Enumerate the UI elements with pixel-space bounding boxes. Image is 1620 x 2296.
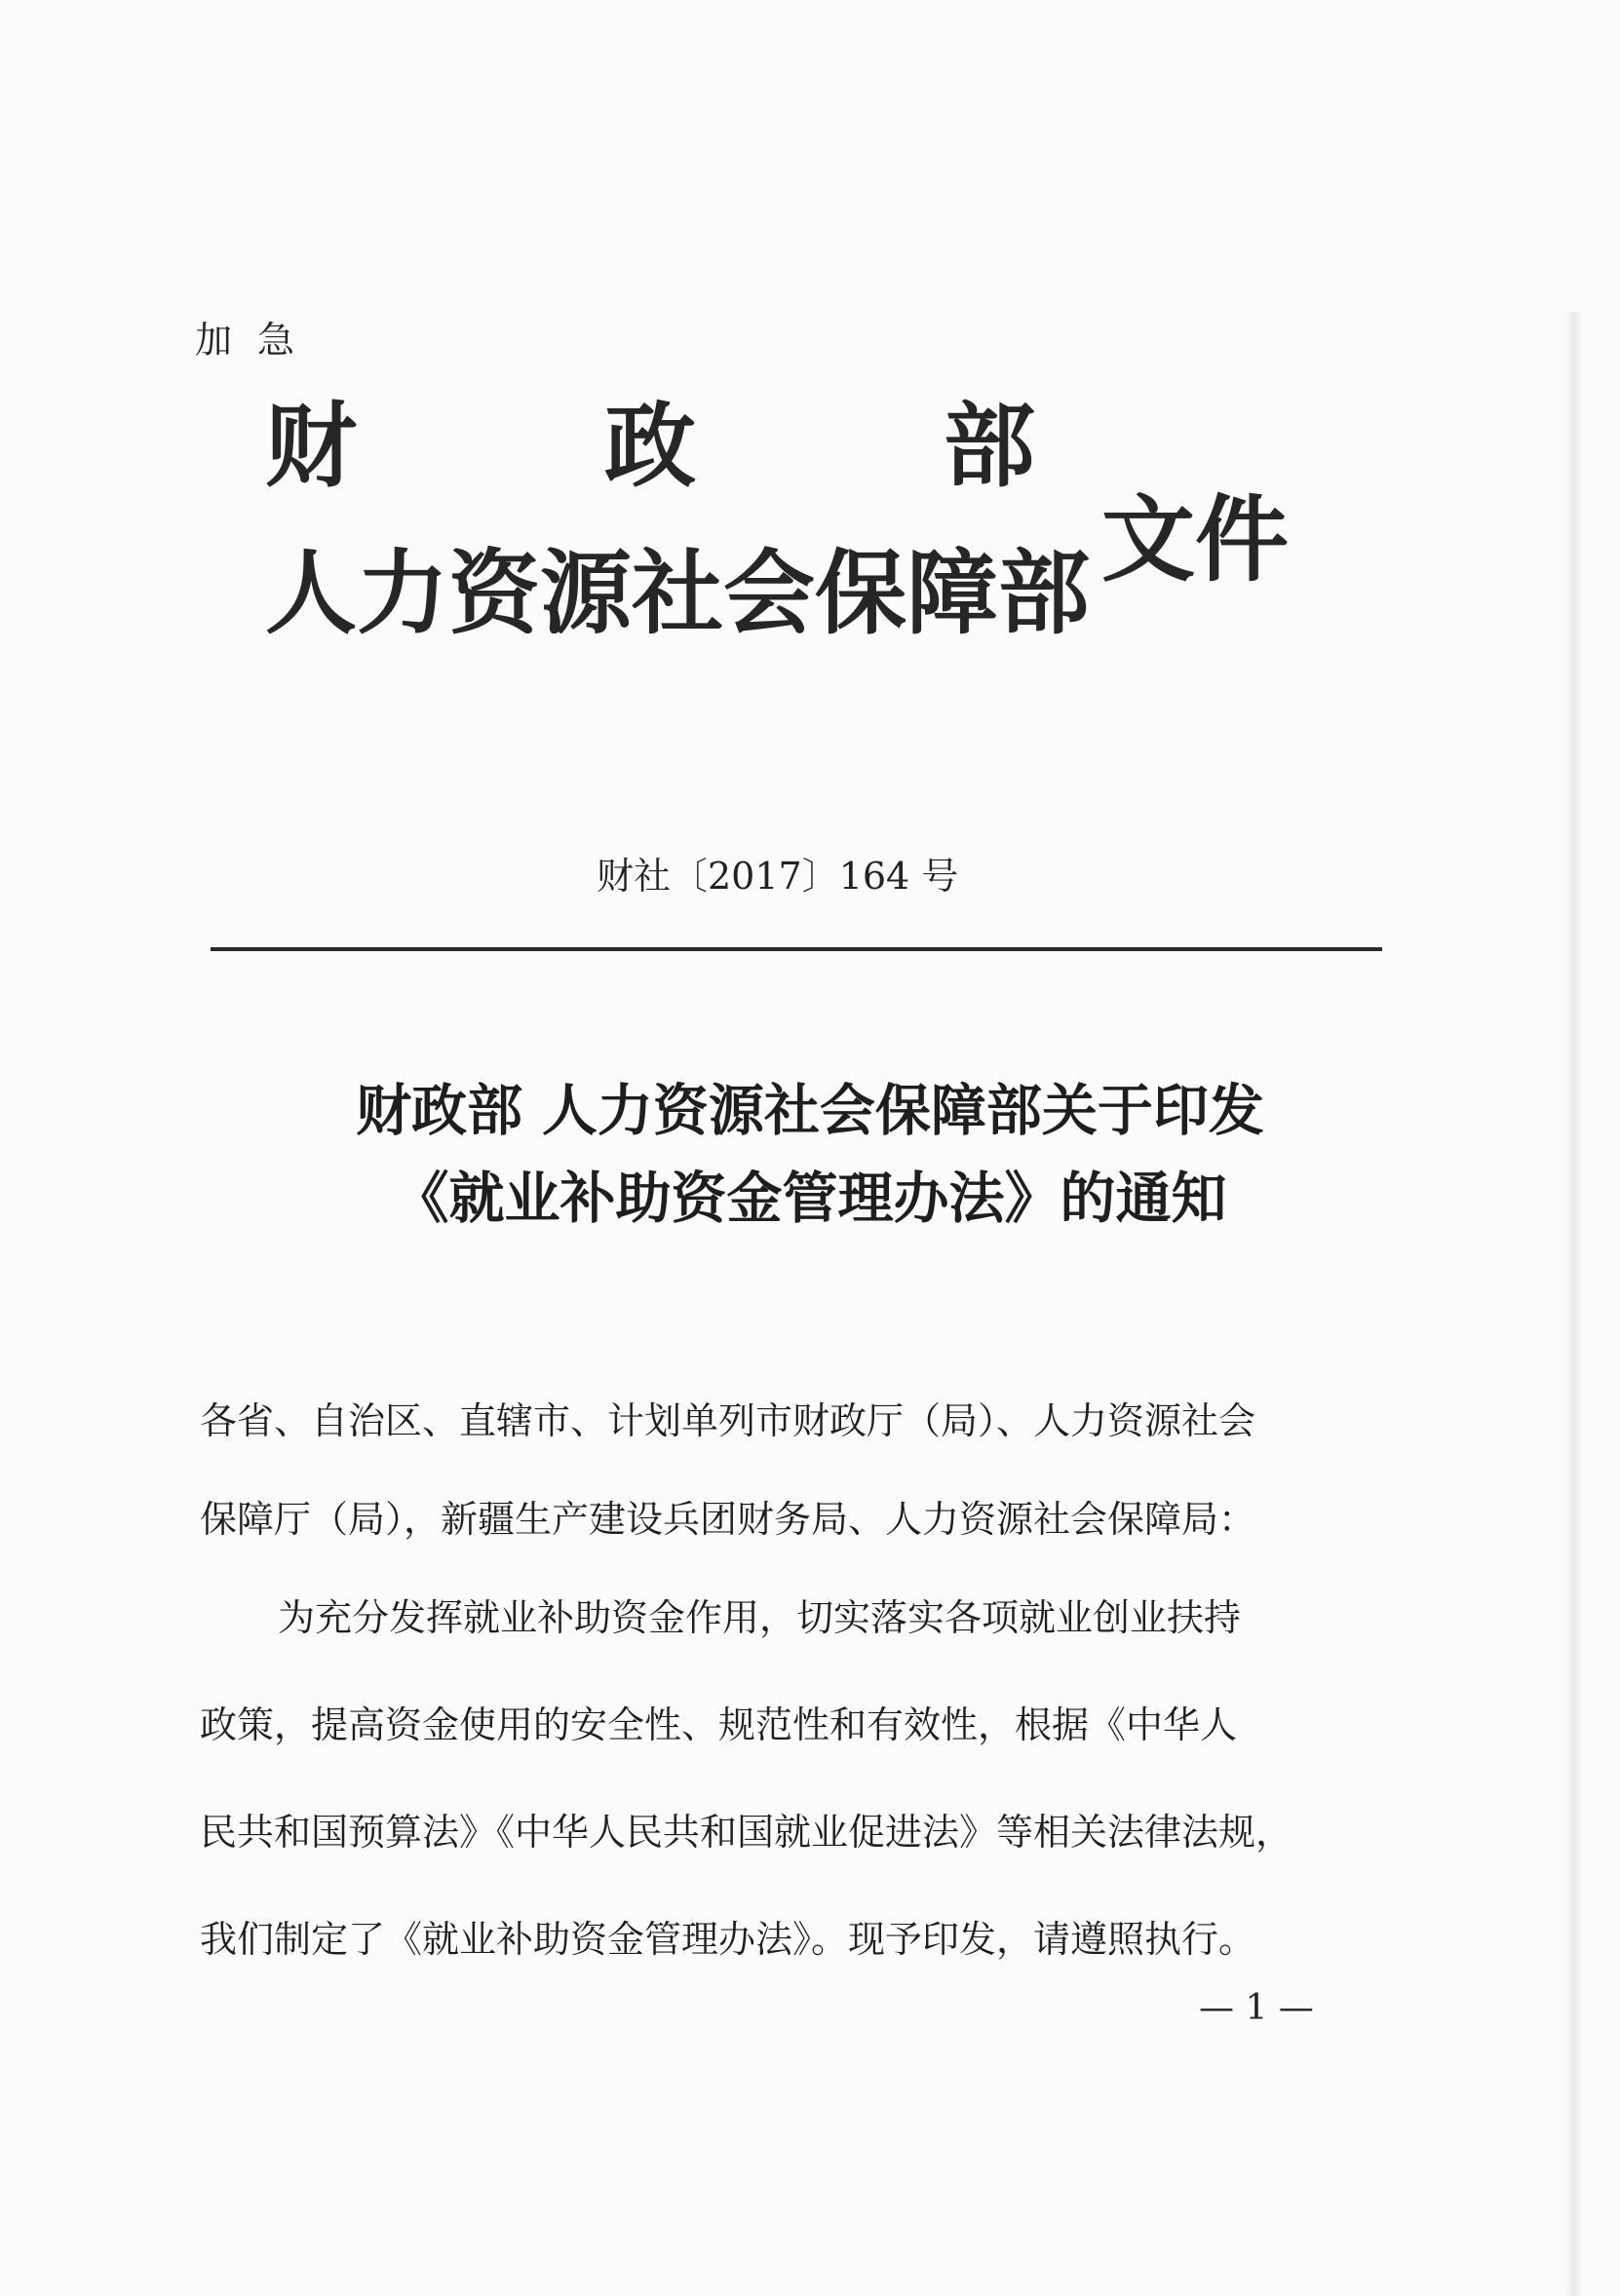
issuer-ministry-of-human-resources: 人力资源社会保障部 <box>265 541 1091 647</box>
body-line-5: 民共和国预算法》《中华人民共和国就业促进法》等相关法律法规， <box>200 1811 1293 1854</box>
document-number: 财社〔2017〕164 号 <box>597 855 959 898</box>
body-line-6: 我们制定了《就业补助资金管理办法》。现予印发，请遵照执行。 <box>200 1918 1256 1961</box>
document-title-line-2: 《就业补助资金管理办法》的通知 <box>393 1167 1227 1231</box>
page-number: — 1 — <box>1199 1988 1314 2028</box>
document-type-label: 文件 <box>1101 485 1289 594</box>
body-line-4: 政策，提高资金使用的安全性、规范性和有效性，根据《中华人 <box>200 1703 1238 1746</box>
body-line-3: 为充分发挥就业补助资金作用，切实落实各项就业创业扶持 <box>278 1596 1242 1639</box>
issuing-authorities <box>265 394 1091 647</box>
header-divider <box>211 947 1382 951</box>
urgency-label: 加急 <box>195 319 321 362</box>
issuer-ministry-of-finance: 财政部 <box>265 394 1035 500</box>
document-title-line-1: 财政部 人力资源社会保障部关于印发 <box>356 1079 1264 1143</box>
body-line-2: 保障厅（局），新疆生产建设兵团财务局、人力资源社会保障局： <box>200 1498 1256 1541</box>
body-line-1: 各省、自治区、直辖市、计划单列市财政厅（局）、人力资源社会 <box>200 1399 1256 1442</box>
scan-shadow <box>1564 312 1584 2296</box>
